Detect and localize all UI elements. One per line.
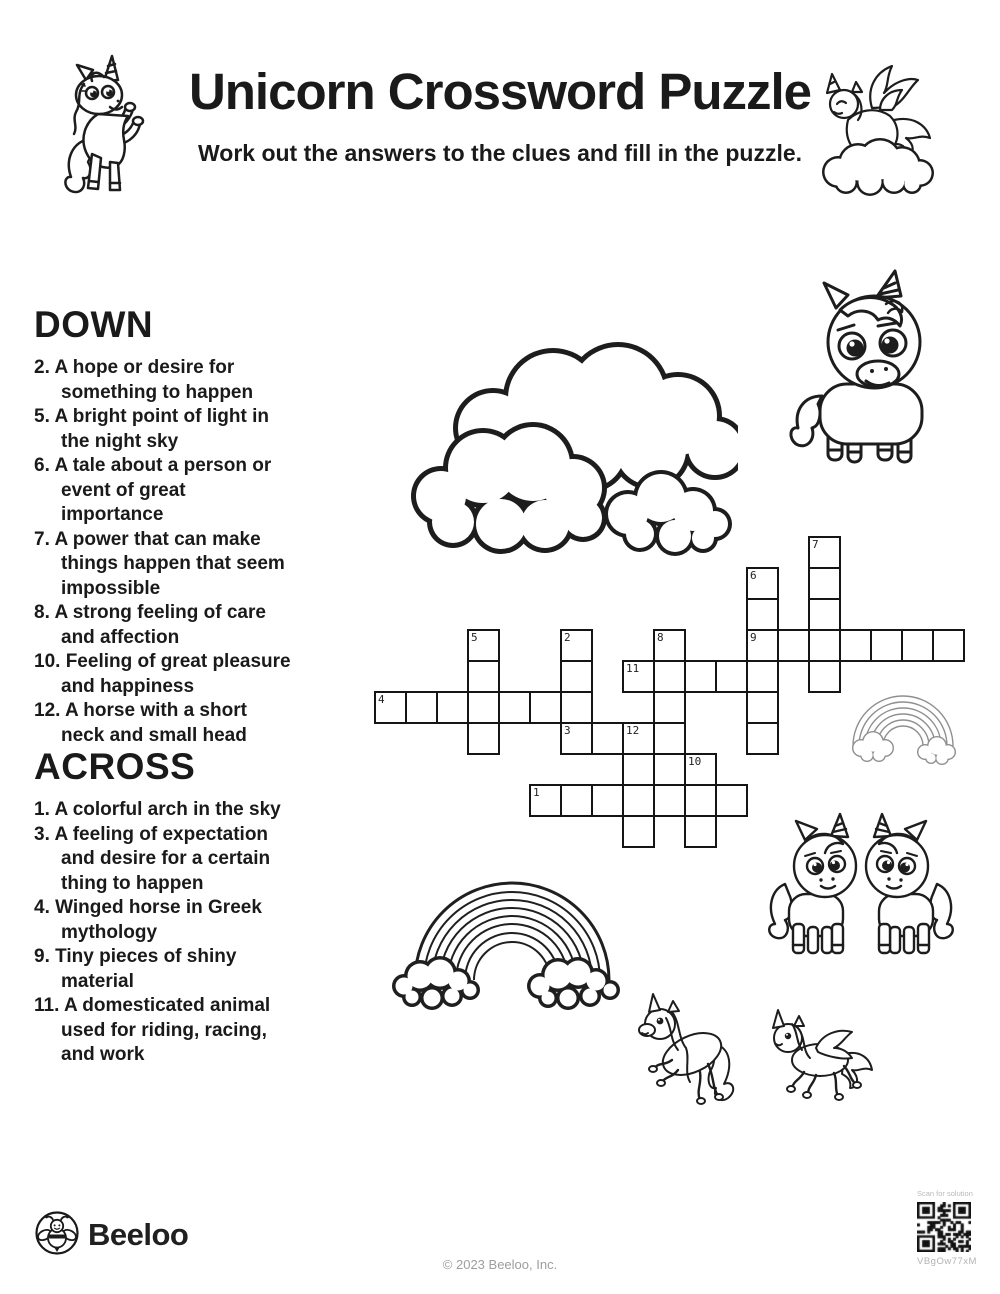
grid-cell [467, 691, 500, 724]
clue-item [34, 798, 292, 823]
clue-text: A strong feeling of care and affection [54, 602, 266, 648]
grid-cell [715, 660, 748, 693]
grid-cell-number: 3 [564, 724, 571, 737]
copyright: © 2023 Beeloo, Inc. [442, 1257, 558, 1272]
down-section [34, 304, 292, 748]
grid-cell [870, 629, 903, 662]
grid-cell [746, 660, 779, 693]
grid-cell [808, 536, 841, 569]
clue-number: 3. [34, 823, 50, 845]
grid-cell [653, 629, 686, 662]
grid-cell [622, 753, 655, 786]
across-clue-list [34, 798, 292, 1068]
grid-cell [808, 629, 841, 662]
unicorn-standing-illustration [782, 268, 942, 473]
grid-cell [622, 660, 655, 693]
clue-item [34, 405, 292, 454]
clue-text: Winged horse in Greek mythology [55, 897, 262, 943]
grid-cell [560, 660, 593, 693]
grid-cell-number: 10 [688, 755, 702, 768]
grid-cell [746, 629, 779, 662]
clue-number: 6. [34, 455, 50, 476]
clue-text: A domesticated animal used for riding, racing, and work [61, 995, 271, 1065]
brand-logo [34, 1210, 80, 1256]
grid-cell [684, 753, 717, 786]
clue-number: 11. [34, 995, 60, 1016]
grid-cell [560, 722, 593, 755]
grid-cell [901, 629, 934, 662]
grid-cell [529, 784, 562, 817]
grid-cell [405, 691, 438, 724]
clue-text: Tiny pieces of shiny material [55, 946, 237, 992]
grid-cell-number: 8 [657, 631, 664, 644]
grid-cell [839, 629, 872, 662]
rainbow-large-illustration [388, 866, 636, 1014]
grid-cell [653, 660, 686, 693]
clue-number: 10. [34, 651, 61, 672]
clue-text: A power that can make things happen that seem impossible [54, 528, 285, 599]
grid-cell-number: 11 [626, 662, 640, 675]
grid-cell [653, 722, 686, 755]
grid-cell [684, 784, 717, 817]
grid-cell [653, 784, 686, 817]
grid-cell-number: 6 [750, 569, 757, 582]
clue-number: 1. [34, 799, 50, 820]
clue-text: A tale about a person or event of great importance [54, 455, 272, 525]
grid-cell [653, 691, 686, 724]
grid-cell [622, 815, 655, 848]
grid-cell-number: 1 [533, 786, 540, 799]
page-title: Unicorn Crossword Puzzle [188, 63, 812, 120]
grid-cell [467, 722, 500, 755]
clue-text: A feeling of expectation and desire for a certain thing to happen [54, 823, 271, 894]
across-section [34, 746, 292, 1068]
grid-cell [684, 660, 717, 693]
grid-cell [715, 784, 748, 817]
unicorn-leaping-illustration [620, 992, 770, 1110]
page-subtitle: Work out the answers to the clues and fill in the puzzle. [197, 140, 803, 166]
grid-cell [746, 598, 779, 631]
grid-cell [591, 722, 624, 755]
clue-number: 2. [34, 357, 50, 378]
pegasus-trotting-illustration [760, 998, 878, 1106]
down-clue-list [34, 356, 292, 748]
grid-cell-number: 4 [378, 693, 385, 706]
grid-cell-number: 2 [564, 631, 571, 644]
clue-item [34, 699, 292, 748]
grid-cell [560, 784, 593, 817]
grid-cell [560, 629, 593, 662]
across-heading: ACROSS [34, 746, 196, 787]
grid-cell [622, 722, 655, 755]
grid-cell [808, 660, 841, 693]
clue-item [34, 896, 292, 945]
grid-cell-number: 12 [626, 724, 640, 737]
grid-cell [467, 629, 500, 662]
clue-item [34, 356, 292, 405]
bee-logo-icon [34, 1210, 80, 1256]
grid-cell [467, 660, 500, 693]
clue-text: A colorful arch in the sky [54, 799, 281, 820]
grid-cell-number: 5 [471, 631, 478, 644]
clue-text: Feeling of great pleasure and happiness [61, 651, 291, 697]
grid-cell [498, 691, 531, 724]
clue-text: A horse with a short neck and small head [61, 700, 247, 746]
clue-number: 8. [34, 602, 50, 623]
clue-item [34, 650, 292, 699]
grid-cell-number: 7 [812, 538, 819, 551]
grid-cell [560, 691, 593, 724]
clue-item [34, 945, 292, 994]
brand-wordmark: Beeloo [88, 1217, 189, 1252]
down-heading: DOWN [34, 304, 154, 345]
unicorn-pair-illustration [763, 812, 959, 964]
qr-code [917, 1202, 971, 1252]
clue-text: A hope or desire for something to happen [54, 357, 254, 403]
qr-label: Scan for solution [917, 1189, 973, 1198]
grid-cell [746, 567, 779, 600]
clue-number: 5. [34, 406, 50, 427]
cloud-cluster-illustration [393, 336, 738, 568]
clue-number: 9. [34, 946, 50, 967]
qr-code-text: VBgOw77xM [917, 1256, 977, 1267]
grid-cell [684, 815, 717, 848]
grid-cell [436, 691, 469, 724]
grid-cell [746, 691, 779, 724]
grid-cell [374, 691, 407, 724]
clue-number: 4. [34, 897, 50, 918]
clue-item [34, 528, 292, 602]
clue-item [34, 454, 292, 528]
pegasus-on-cloud-illustration [810, 60, 940, 198]
grid-cell [932, 629, 965, 662]
grid-cell [777, 629, 810, 662]
clue-item [34, 994, 292, 1068]
grid-cell [622, 784, 655, 817]
crossword-grid [374, 536, 966, 850]
grid-cell [808, 598, 841, 631]
grid-cell [746, 722, 779, 755]
grid-cell [529, 691, 562, 724]
grid-cell [808, 567, 841, 600]
clue-item [34, 601, 292, 650]
clue-number: 7. [34, 528, 50, 550]
clue-text: A bright point of light in the night sky [54, 406, 270, 452]
clue-number: 12. [34, 700, 61, 721]
grid-cell [591, 784, 624, 817]
unicorn-rearing-illustration [52, 50, 157, 198]
clue-item [34, 823, 292, 897]
grid-cell-number: 9 [750, 631, 757, 644]
